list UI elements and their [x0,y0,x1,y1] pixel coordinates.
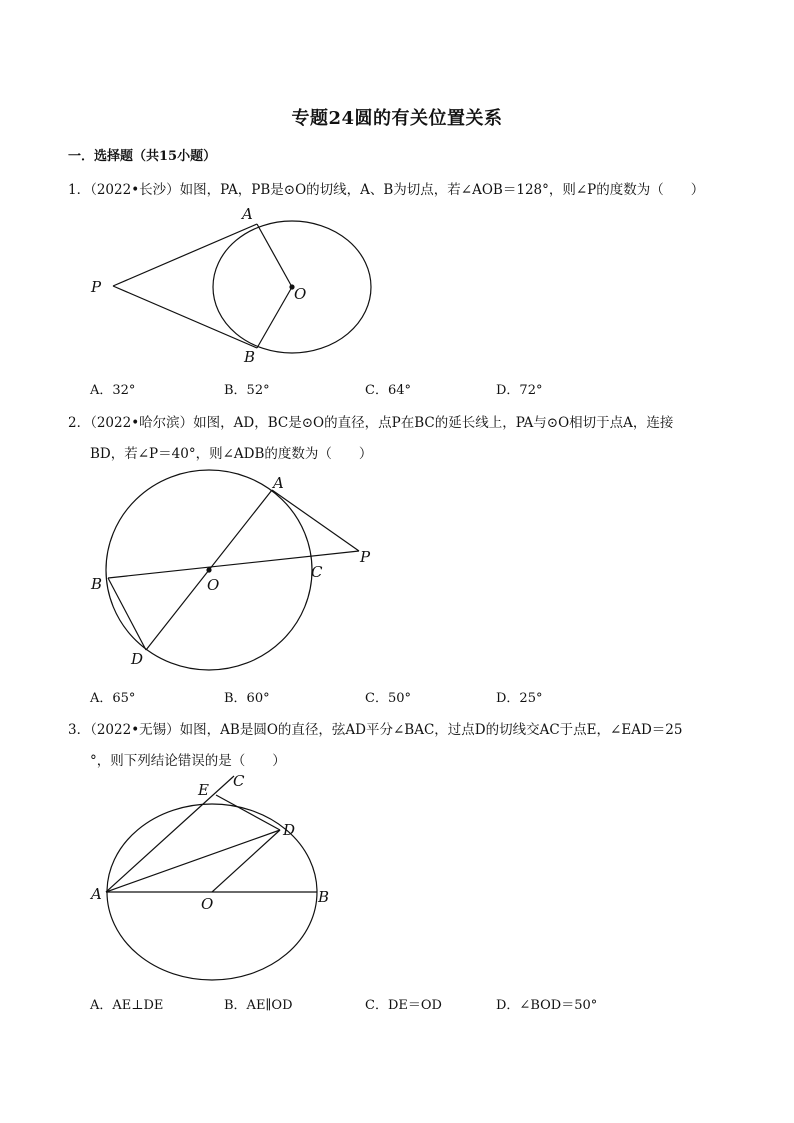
label-b: B [318,888,330,906]
section-heading: 一．选择题（共15小题） [68,149,217,164]
label-c: C [311,563,323,581]
label-p: P [91,278,102,296]
label-d: D [131,650,144,668]
option-d[interactable]: D．∠BOD＝50° [496,998,598,1013]
option-c[interactable]: C．64° [365,383,411,398]
chord-ad [106,830,280,892]
option-d[interactable]: D．25° [496,691,543,706]
tangent-de [216,795,280,830]
option-a[interactable]: A．32° [90,383,136,398]
label-a: A [273,474,284,492]
label-c: C [233,772,245,790]
question-3-stem-line-2: °，则下列结论错误的是（ ） [90,753,286,769]
label-o: O [207,576,220,594]
label-b: B [244,348,256,366]
radius-od [212,830,280,892]
option-d[interactable]: D．72° [496,383,543,398]
label-e: E [198,781,209,799]
label-d: D [283,821,296,839]
label-p: P [360,548,371,566]
question-2-stem-line-1: 2．（2022•哈尔滨）如图，AD，BC是⊙O的直径，点P在BC的延长线上，PA与⊙O相切于点A，连接 [68,415,674,431]
question-1-stem: 1．（2022•长沙）如图，PA，PB是⊙O的切线，A、B为切点，若∠AOB＝128°，则∠P的度数为（ ） [68,182,705,198]
label-o: O [294,285,307,303]
option-a[interactable]: A．AE⊥DE [90,998,164,1013]
option-b[interactable]: B．AE∥OD [224,998,293,1013]
label-a: A [91,885,102,903]
option-b[interactable]: B．52° [224,383,270,398]
page-title: 专题24圆的有关位置关系 [291,108,503,129]
option-c[interactable]: C．DE＝OD [365,998,442,1013]
label-a: A [242,205,253,223]
option-a[interactable]: A．65° [90,691,136,706]
question-3-stem-line-1: 3．（2022•无锡）如图，AB是圆O的直径，弦AD平分∠BAC，过点D的切线交AC于点E，∠EAD＝25 [68,722,683,738]
option-c[interactable]: C．50° [365,691,411,706]
question-2-stem-line-2: BD，若∠P＝40°，则∠ADB的度数为（ ） [90,446,373,462]
line-ac [106,776,234,892]
label-b: B [91,575,103,593]
option-b[interactable]: B．60° [224,691,270,706]
label-o: O [201,895,214,913]
